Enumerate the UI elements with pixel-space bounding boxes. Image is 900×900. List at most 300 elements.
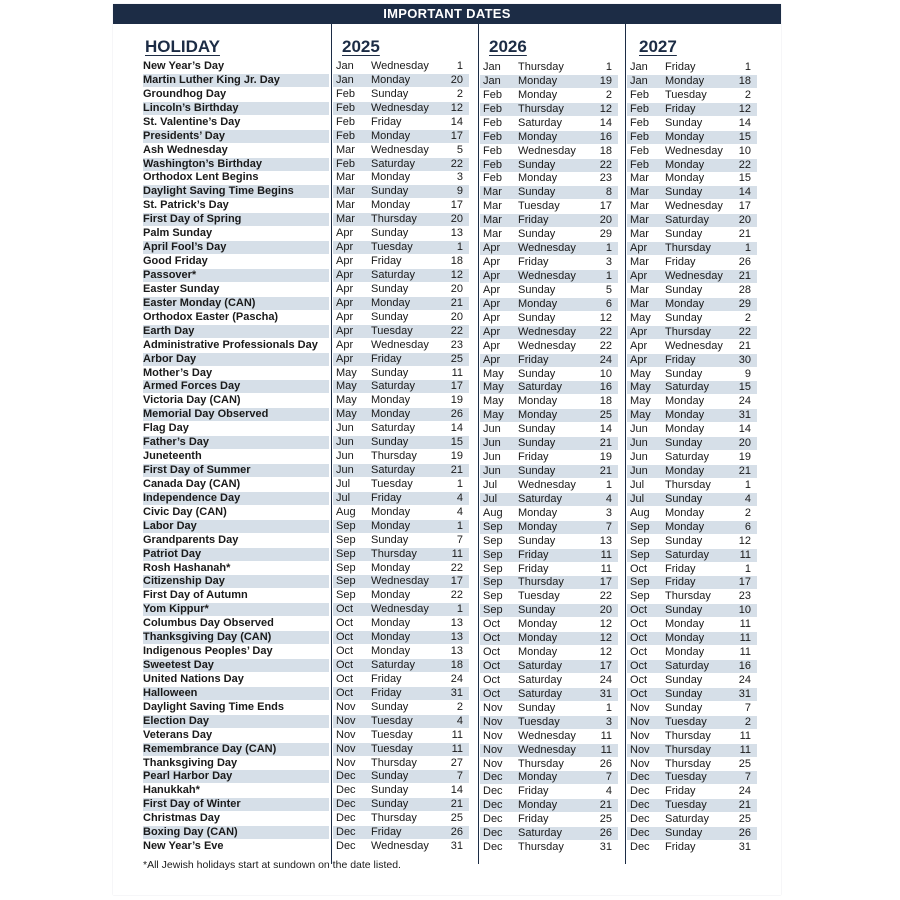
month: Apr [336, 338, 354, 351]
weekday: Friday [518, 353, 549, 366]
date-row-y2025 [333, 715, 469, 728]
day-number: 17 [599, 200, 612, 213]
holiday-name: First Day of Autumn [143, 589, 248, 602]
day-number: 13 [599, 534, 612, 547]
date-row-y2025 [333, 408, 469, 421]
month: Nov [630, 743, 650, 756]
holiday-name: Boxing Day (CAN) [143, 826, 329, 839]
date-row-y2026 [480, 256, 618, 269]
day-number: 14 [599, 116, 612, 129]
month: Feb [483, 130, 502, 143]
day-number: 2 [456, 87, 463, 100]
date-row-y2026 [480, 117, 618, 130]
day-number: 8 [605, 186, 612, 199]
day-number: 19 [450, 394, 463, 407]
day-number: 4 [456, 714, 463, 727]
date-row-y2026 [480, 159, 618, 172]
date-row-y2025 [333, 144, 469, 157]
date-row-y2026 [480, 730, 618, 743]
month: Nov [336, 728, 356, 741]
date-row-y2026 [480, 270, 618, 283]
date-row-y2026 [480, 214, 618, 227]
day-number: 25 [450, 812, 463, 825]
date-row-y2025 [333, 589, 469, 602]
date-row-y2026 [480, 89, 618, 102]
month: Jan [483, 61, 501, 73]
month: May [336, 394, 357, 407]
day-number: 20 [599, 214, 612, 227]
day-number: 14 [738, 116, 751, 129]
weekday: Sunday [518, 437, 556, 450]
day-number: 21 [738, 269, 751, 282]
day-number: 7 [456, 770, 463, 783]
weekday: Friday [518, 451, 549, 463]
date-row-y2026 [480, 395, 618, 408]
day-number: 30 [738, 353, 751, 366]
date-row-y2026 [480, 841, 618, 854]
month: Oct [483, 646, 501, 659]
weekday: Monday [665, 506, 705, 519]
weekday: Friday [665, 576, 696, 589]
weekday: Tuesday [371, 728, 413, 741]
weekday: Tuesday [518, 200, 560, 213]
date-row-y2026 [480, 312, 618, 325]
holiday-name: Easter Monday (CAN) [143, 297, 329, 310]
date-row-y2027 [627, 730, 757, 743]
holiday-name: Indigenous Peoples’ Day [143, 645, 273, 658]
day-number: 26 [599, 757, 612, 770]
date-row-y2026 [480, 61, 618, 74]
date-row-y2027 [627, 368, 757, 381]
day-number: 24 [450, 672, 463, 685]
weekday: Monday [665, 423, 705, 436]
month: Sep [483, 562, 503, 575]
day-number: 12 [599, 632, 612, 645]
month: Feb [336, 101, 355, 114]
date-row-y2025 [333, 311, 469, 324]
date-row-y2027 [627, 451, 757, 464]
day-number: 1 [456, 603, 463, 616]
holiday-name: Ash Wednesday [143, 143, 228, 156]
day-number: 19 [450, 450, 463, 462]
month: Apr [336, 282, 354, 295]
month: May [630, 367, 651, 380]
day-number: 4 [744, 492, 751, 505]
month: Jul [630, 478, 645, 491]
weekday: Saturday [518, 673, 563, 686]
month: Oct [630, 660, 648, 672]
month: Jan [630, 61, 648, 73]
holiday-name: Daylight Saving Time Begins [143, 185, 329, 198]
holiday-name: Easter Sunday [143, 282, 220, 295]
date-row-y2027 [627, 744, 757, 757]
weekday: Monday [518, 506, 558, 519]
month: May [336, 380, 357, 393]
weekday: Friday [518, 813, 549, 826]
date-row-y2027 [627, 563, 757, 576]
date-row-y2026 [480, 716, 618, 729]
day-number: 7 [456, 533, 463, 546]
date-row-y2027 [627, 507, 757, 520]
day-number: 14 [450, 784, 463, 797]
holiday-name: Flag Day [143, 422, 189, 435]
weekday: Sunday [665, 228, 703, 241]
holiday-name: Election Day [143, 715, 329, 728]
day-number: 12 [738, 102, 751, 115]
day-number: 31 [599, 687, 612, 700]
date-row-y2027 [627, 785, 757, 798]
date-row-y2026 [480, 744, 618, 757]
day-number: 1 [744, 562, 751, 575]
weekday: Wednesday [371, 575, 429, 588]
date-row-y2026 [480, 521, 618, 534]
month: Nov [336, 742, 356, 755]
day-number: 4 [605, 785, 612, 798]
month: May [630, 409, 651, 422]
day-number: 29 [599, 228, 612, 241]
date-row-y2027 [627, 479, 757, 492]
month: Feb [483, 88, 502, 101]
weekday: Friday [665, 785, 696, 798]
weekday: Tuesday [371, 714, 413, 727]
day-number: 4 [456, 505, 463, 518]
weekday: Monday [518, 88, 558, 101]
month: Nov [630, 701, 650, 714]
month: Jun [483, 423, 501, 436]
date-row-y2026 [480, 549, 618, 562]
weekday: Thursday [371, 213, 417, 226]
date-row-y2027 [627, 590, 757, 603]
day-number: 12 [599, 102, 612, 115]
month: Feb [336, 87, 355, 100]
weekday: Sunday [518, 311, 556, 324]
date-row-y2026 [480, 242, 618, 255]
date-row-y2025 [333, 548, 469, 561]
date-row-y2025 [333, 380, 469, 393]
day-number: 25 [599, 813, 612, 826]
month: Dec [483, 841, 503, 854]
date-row-y2026 [480, 479, 618, 492]
day-number: 7 [605, 520, 612, 533]
month: Feb [630, 88, 649, 101]
day-number: 14 [450, 115, 463, 128]
weekday: Tuesday [518, 590, 560, 603]
month: Mar [336, 143, 355, 156]
month: Jun [336, 436, 354, 449]
day-number: 2 [456, 700, 463, 713]
day-number: 25 [738, 813, 751, 826]
date-row-y2025 [333, 130, 469, 143]
day-number: 15 [738, 172, 751, 185]
day-number: 22 [599, 590, 612, 603]
month: Sep [630, 590, 650, 603]
weekday: Thursday [665, 757, 711, 770]
day-number: 14 [738, 186, 751, 199]
weekday: Monday [665, 172, 705, 185]
date-row-y2025 [333, 631, 469, 644]
month: Mar [336, 213, 355, 226]
weekday: Thursday [518, 757, 564, 770]
weekday: Friday [518, 548, 549, 561]
day-number: 2 [744, 311, 751, 324]
date-row-y2025 [333, 339, 469, 352]
date-row-y2027 [627, 200, 757, 213]
month: May [336, 408, 357, 421]
month: Oct [630, 673, 648, 686]
month: Dec [630, 771, 650, 784]
month: Oct [336, 686, 354, 699]
month: Mar [630, 214, 649, 227]
month: Jan [630, 74, 648, 87]
weekday: Monday [665, 409, 705, 422]
holiday-name: Christmas Day [143, 812, 221, 825]
weekday: Tuesday [665, 715, 707, 728]
date-row-y2026 [480, 618, 618, 631]
day-number: 13 [450, 617, 463, 630]
date-row-y2025 [333, 464, 469, 477]
month: Nov [483, 715, 503, 728]
weekday: Monday [518, 771, 558, 784]
day-number: 17 [450, 129, 463, 142]
month: Mar [336, 185, 355, 198]
weekday: Friday [665, 102, 696, 115]
day-number: 18 [738, 74, 751, 87]
date-row-y2026 [480, 409, 618, 422]
year-2027-header: 2027 [639, 37, 677, 56]
weekday: Sunday [371, 87, 409, 100]
holiday-name: Washington’s Birthday [143, 158, 329, 171]
day-number: 22 [599, 158, 612, 171]
month: Oct [483, 632, 501, 645]
date-row-y2025 [333, 171, 469, 184]
day-number: 11 [600, 548, 612, 561]
column-divider [625, 24, 626, 864]
date-row-y2026 [480, 590, 618, 603]
weekday: Thursday [371, 450, 417, 462]
day-number: 24 [738, 673, 751, 686]
day-number: 22 [599, 339, 612, 352]
weekday: Sunday [665, 116, 703, 129]
date-row-y2025 [333, 353, 469, 366]
holiday-name: Labor Day [143, 520, 329, 533]
date-row-y2027 [627, 186, 757, 199]
month: Aug [483, 506, 503, 519]
weekday: Tuesday [371, 324, 413, 337]
month: Feb [630, 102, 649, 115]
weekday: Thursday [665, 325, 711, 338]
month: Jan [336, 60, 354, 72]
month: Apr [483, 353, 501, 366]
month: Dec [483, 827, 503, 840]
weekday: Wednesday [371, 338, 429, 351]
date-row-y2026 [480, 451, 618, 464]
weekday: Sunday [371, 770, 409, 783]
weekday: Sunday [518, 465, 556, 477]
weekday: Wednesday [665, 200, 723, 213]
month: Sep [483, 590, 503, 603]
weekday: Saturday [518, 660, 563, 672]
weekday: Saturday [371, 422, 416, 435]
day-number: 1 [744, 61, 751, 73]
day-number: 25 [450, 352, 463, 365]
date-row-y2025 [333, 617, 469, 630]
weekday: Saturday [518, 381, 563, 394]
month: Sep [483, 576, 503, 589]
holiday-name: Canada Day (CAN) [143, 477, 241, 490]
weekday: Thursday [665, 478, 711, 491]
day-number: 2 [744, 88, 751, 101]
weekday: Friday [371, 686, 402, 699]
month: Dec [630, 799, 650, 812]
month: Dec [630, 813, 650, 826]
day-number: 22 [450, 561, 463, 574]
day-number: 18 [450, 255, 463, 267]
month: Nov [483, 743, 503, 756]
date-row-y2025 [333, 199, 469, 212]
weekday: Friday [665, 61, 696, 73]
day-number: 4 [605, 492, 612, 505]
day-number: 1 [456, 477, 463, 490]
day-number: 11 [600, 729, 612, 742]
month: Dec [483, 799, 503, 812]
holiday-name: Hanukkah* [143, 784, 200, 797]
date-row-y2027 [627, 89, 757, 102]
weekday: Saturday [665, 813, 710, 826]
weekday: Monday [371, 617, 411, 630]
day-number: 18 [450, 659, 463, 671]
month: Oct [483, 660, 501, 672]
month: Jan [483, 74, 501, 87]
date-row-y2026 [480, 507, 618, 520]
weekday: Saturday [518, 492, 563, 505]
month: Sep [336, 519, 356, 532]
day-number: 14 [738, 423, 751, 436]
weekday: Saturday [371, 157, 416, 170]
holiday-name: Remembrance Day (CAN) [143, 743, 329, 756]
holiday-name: Halloween [143, 687, 329, 700]
month: Nov [336, 714, 356, 727]
day-number: 26 [450, 408, 463, 421]
day-number: 20 [450, 282, 463, 295]
weekday: Monday [665, 520, 705, 533]
holiday-name: Passover* [143, 269, 329, 282]
day-number: 21 [450, 464, 463, 476]
holiday-name: St. Valentine’s Day [143, 115, 241, 128]
month: Dec [336, 770, 356, 783]
weekday: Sunday [665, 311, 703, 324]
date-row-y2026 [480, 604, 618, 617]
weekday: Friday [518, 256, 549, 268]
day-number: 3 [605, 256, 612, 268]
weekday: Monday [371, 561, 411, 574]
month: Dec [483, 813, 503, 826]
day-number: 9 [744, 367, 751, 380]
month: Dec [483, 771, 503, 784]
weekday: Monday [371, 408, 411, 421]
date-row-y2026 [480, 368, 618, 381]
day-number: 21 [738, 228, 751, 241]
month: Jun [336, 464, 354, 476]
day-number: 31 [738, 409, 751, 422]
weekday: Friday [371, 826, 402, 839]
date-row-y2026 [480, 785, 618, 798]
weekday: Tuesday [371, 241, 413, 254]
month: Feb [336, 157, 355, 170]
date-row-y2025 [333, 492, 469, 505]
weekday: Wednesday [371, 143, 429, 156]
month: Oct [483, 687, 501, 700]
month: Mar [336, 199, 355, 212]
month: Dec [336, 798, 356, 811]
weekday: Monday [371, 296, 411, 309]
holiday-name: Orthodox Easter (Pascha) [143, 310, 279, 323]
day-number: 21 [599, 437, 612, 450]
day-number: 31 [738, 841, 751, 854]
day-number: 26 [599, 827, 612, 840]
day-number: 20 [738, 437, 751, 450]
date-row-y2026 [480, 228, 618, 241]
day-number: 10 [738, 144, 751, 157]
day-number: 19 [599, 74, 612, 87]
weekday: Tuesday [665, 799, 707, 812]
month: Dec [630, 827, 650, 840]
day-number: 16 [738, 660, 751, 672]
day-number: 24 [599, 673, 612, 686]
date-row-y2027 [627, 409, 757, 422]
day-number: 7 [744, 701, 751, 714]
day-number: 21 [450, 798, 463, 811]
important-dates-sheet [113, 4, 781, 895]
month: Apr [483, 256, 501, 268]
weekday: Friday [371, 491, 402, 504]
weekday: Thursday [665, 729, 711, 742]
holiday-name: Veterans Day [143, 728, 213, 741]
weekday: Friday [518, 562, 549, 575]
month: Aug [336, 505, 356, 518]
day-number: 25 [738, 757, 751, 770]
day-number: 2 [744, 715, 751, 728]
month: Apr [336, 352, 354, 365]
holiday-name: First Day of Spring [143, 213, 329, 226]
date-row-y2027 [627, 702, 757, 715]
day-number: 21 [738, 339, 751, 352]
weekday: Thursday [665, 743, 711, 756]
weekday: Friday [665, 256, 696, 268]
day-number: 17 [450, 199, 463, 212]
weekday: Sunday [371, 185, 409, 198]
day-number: 1 [456, 519, 463, 532]
day-number: 22 [450, 324, 463, 337]
weekday: Thursday [518, 102, 564, 115]
weekday: Monday [518, 520, 558, 533]
month: Oct [630, 687, 648, 700]
date-row-y2026 [480, 381, 618, 394]
date-row-y2025 [333, 269, 469, 282]
date-row-y2025 [333, 450, 469, 463]
date-row-y2027 [627, 312, 757, 325]
date-row-y2026 [480, 145, 618, 158]
day-number: 25 [599, 409, 612, 422]
month: Jul [483, 492, 498, 505]
date-row-y2025 [333, 659, 469, 672]
weekday: Thursday [518, 576, 564, 589]
day-number: 31 [738, 687, 751, 700]
month: Dec [336, 784, 356, 797]
month: May [483, 367, 504, 380]
day-number: 7 [744, 771, 751, 784]
date-row-y2025 [333, 227, 469, 240]
month: Jul [483, 478, 498, 491]
